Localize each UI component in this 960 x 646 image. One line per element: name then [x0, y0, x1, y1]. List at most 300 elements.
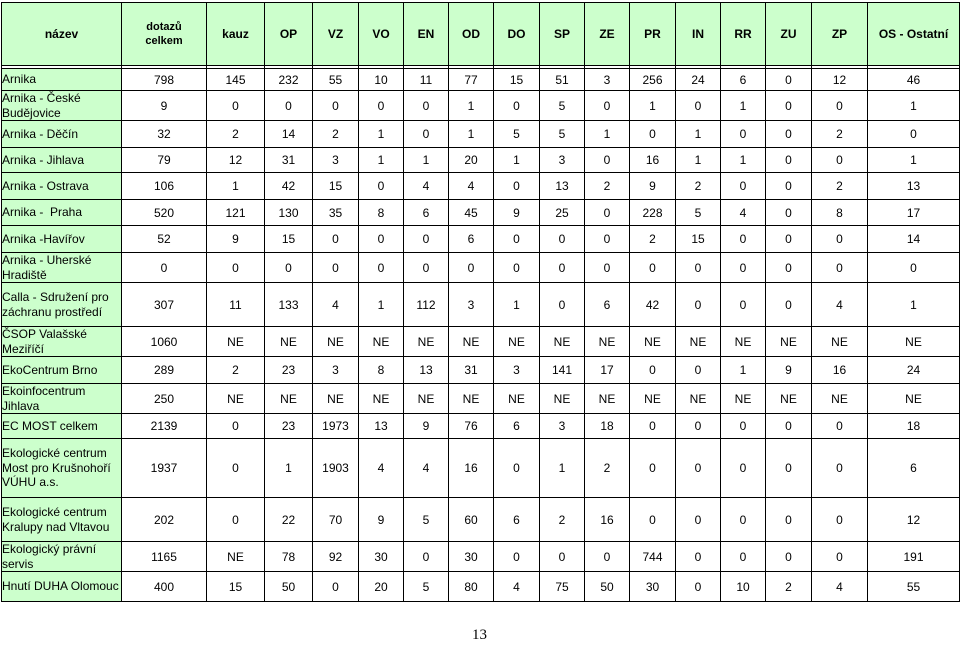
value-cell: 0	[207, 253, 265, 283]
column-header	[812, 3, 868, 66]
value-cell: 0	[721, 253, 766, 283]
value-cell: NE	[585, 327, 630, 357]
value-cell: 24	[868, 357, 960, 384]
value-cell: 0	[766, 148, 812, 173]
column-header	[766, 3, 812, 66]
value-cell: 1	[630, 91, 676, 121]
column-header	[676, 3, 721, 66]
value-cell: 12	[868, 498, 960, 542]
value-cell: 0	[676, 439, 721, 498]
value-cell: 55	[313, 69, 359, 91]
column-header-label: OS - Ostatní	[878, 26, 949, 41]
value-cell: 0	[207, 498, 265, 542]
value-cell: 0	[812, 542, 868, 572]
value-cell: 9	[404, 414, 449, 439]
organization-name-cell: Arnika - Ostrava	[2, 173, 122, 200]
column-header-label: PR	[644, 26, 661, 41]
value-cell: 1	[868, 148, 960, 173]
value-cell: 16	[449, 439, 494, 498]
organization-name-cell: EC MOST celkem	[2, 414, 122, 439]
value-cell: 2	[766, 572, 812, 602]
organization-name-cell: Ekoinfocentrum Jihlava	[2, 384, 122, 414]
value-cell: 0	[721, 283, 766, 327]
organization-name-cell: ČSOP Valašské Meziříčí	[2, 327, 122, 357]
value-cell: 20	[449, 148, 494, 173]
value-cell: 76	[449, 414, 494, 439]
value-cell: 2	[676, 173, 721, 200]
value-cell: 1937	[122, 439, 207, 498]
value-cell: 0	[359, 173, 404, 200]
value-cell: 0	[676, 283, 721, 327]
value-cell: NE	[630, 327, 676, 357]
value-cell: 744	[630, 542, 676, 572]
value-cell: NE	[868, 327, 960, 357]
table-row	[2, 439, 960, 498]
value-cell: 6	[494, 414, 540, 439]
value-cell: 1903	[313, 439, 359, 498]
organization-name-cell: Ekologické centrum Kralupy nad Vltavou	[2, 498, 122, 542]
value-cell: 0	[313, 253, 359, 283]
value-cell: 16	[630, 148, 676, 173]
value-cell: 0	[449, 253, 494, 283]
value-cell: 106	[122, 173, 207, 200]
value-cell: 0	[721, 414, 766, 439]
value-cell: 9	[122, 91, 207, 121]
value-cell: 1	[540, 439, 585, 498]
organization-name-cell: EkoCentrum Brno	[2, 357, 122, 384]
column-header-label: dotazů celkem	[145, 21, 183, 47]
value-cell: 0	[207, 439, 265, 498]
value-cell: 2	[812, 121, 868, 148]
value-cell: 23	[265, 414, 313, 439]
value-cell: 4	[812, 572, 868, 602]
column-header	[404, 3, 449, 66]
value-cell: 52	[122, 226, 207, 253]
value-cell: 60	[449, 498, 494, 542]
value-cell: 6	[585, 283, 630, 327]
value-cell: 45	[449, 200, 494, 226]
value-cell: 9	[630, 173, 676, 200]
value-cell: NE	[585, 384, 630, 414]
value-cell: 1	[494, 148, 540, 173]
value-cell: NE	[676, 327, 721, 357]
organization-name-cell: Calla - Sdružení pro záchranu prostředí	[2, 283, 122, 327]
value-cell: 1	[359, 148, 404, 173]
value-cell: 9	[359, 498, 404, 542]
value-cell: 25	[540, 200, 585, 226]
value-cell: 0	[313, 91, 359, 121]
value-cell: NE	[868, 384, 960, 414]
value-cell: 80	[449, 572, 494, 602]
value-cell: 0	[585, 226, 630, 253]
value-cell: NE	[540, 327, 585, 357]
value-cell: 11	[207, 283, 265, 327]
value-cell: 0	[630, 357, 676, 384]
value-cell: NE	[404, 384, 449, 414]
value-cell: 8	[359, 200, 404, 226]
value-cell: 16	[812, 357, 868, 384]
value-cell: 0	[721, 173, 766, 200]
value-cell: 0	[766, 542, 812, 572]
column-header-label: VO	[372, 26, 390, 41]
value-cell: 17	[585, 357, 630, 384]
value-cell: 13	[404, 357, 449, 384]
value-cell: 0	[676, 91, 721, 121]
value-cell: 2	[540, 498, 585, 542]
value-cell: 5	[404, 498, 449, 542]
value-cell: 0	[494, 226, 540, 253]
value-cell: 4	[494, 572, 540, 602]
value-cell: 0	[359, 226, 404, 253]
value-cell: 0	[766, 200, 812, 226]
value-cell: 79	[122, 148, 207, 173]
value-cell: 0	[494, 173, 540, 200]
value-cell: 15	[676, 226, 721, 253]
value-cell: NE	[207, 327, 265, 357]
value-cell: 77	[449, 69, 494, 91]
value-cell: 0	[766, 173, 812, 200]
value-cell: 55	[868, 572, 960, 602]
table-row	[2, 200, 960, 226]
value-cell: 4	[404, 439, 449, 498]
column-header-label: SP	[553, 26, 570, 41]
value-cell: NE	[766, 327, 812, 357]
value-cell: 0	[766, 439, 812, 498]
value-cell: 0	[359, 91, 404, 121]
value-cell: 4	[812, 283, 868, 327]
value-cell: 0	[494, 91, 540, 121]
organization-name-cell: Arnika	[2, 69, 122, 91]
value-cell: 0	[585, 542, 630, 572]
value-cell: 42	[630, 283, 676, 327]
value-cell: 0	[812, 226, 868, 253]
value-cell: 5	[494, 121, 540, 148]
value-cell: 1	[265, 439, 313, 498]
value-cell: 3	[540, 414, 585, 439]
value-cell: 3	[540, 148, 585, 173]
value-cell: 14	[868, 226, 960, 253]
column-header	[122, 3, 207, 66]
value-cell: 16	[585, 498, 630, 542]
value-cell: 232	[265, 69, 313, 91]
column-header-label: IN	[692, 26, 704, 41]
value-cell: 1	[868, 91, 960, 121]
value-cell: 0	[122, 253, 207, 283]
value-cell: 2139	[122, 414, 207, 439]
value-cell: 32	[122, 121, 207, 148]
value-cell: 17	[868, 200, 960, 226]
value-cell: 256	[630, 69, 676, 91]
value-cell: 0	[676, 253, 721, 283]
value-cell: 0	[766, 91, 812, 121]
value-cell: 1	[868, 283, 960, 327]
value-cell: NE	[766, 384, 812, 414]
value-cell: 2	[630, 226, 676, 253]
value-cell: 18	[585, 414, 630, 439]
value-cell: 133	[265, 283, 313, 327]
organization-name-cell: Arnika - Uherské Hradiště	[2, 253, 122, 283]
value-cell: 4	[721, 200, 766, 226]
value-cell: NE	[449, 384, 494, 414]
column-header-label: kauz	[222, 26, 249, 41]
value-cell: 0	[207, 414, 265, 439]
value-cell: 2	[585, 439, 630, 498]
value-cell: 3	[494, 357, 540, 384]
column-header-label: VZ	[327, 26, 344, 41]
value-cell: 0	[540, 542, 585, 572]
value-cell: 0	[404, 121, 449, 148]
value-cell: NE	[359, 384, 404, 414]
value-cell: 13	[359, 414, 404, 439]
value-cell: 8	[812, 200, 868, 226]
value-cell: 6	[404, 200, 449, 226]
value-cell: 6	[721, 69, 766, 91]
value-cell: 0	[404, 226, 449, 253]
organization-name-cell: Ekologické centrum Most pro Krušnohoří VÚHU a.s.	[2, 439, 122, 498]
header-row	[2, 3, 960, 66]
column-header-label: ZU	[780, 26, 797, 41]
value-cell: 9	[494, 200, 540, 226]
column-header-label: EN	[417, 26, 435, 41]
table-row	[2, 148, 960, 173]
value-cell: 4	[359, 439, 404, 498]
column-header	[265, 3, 313, 66]
value-cell: 5	[540, 91, 585, 121]
value-cell: 75	[540, 572, 585, 602]
table-row	[2, 357, 960, 384]
value-cell: 70	[313, 498, 359, 542]
column-header	[494, 3, 540, 66]
column-header-label: DO	[507, 26, 526, 41]
value-cell: 0	[359, 253, 404, 283]
value-cell: 1	[676, 121, 721, 148]
value-cell: 2	[207, 121, 265, 148]
value-cell: 1	[721, 357, 766, 384]
value-cell: NE	[404, 327, 449, 357]
value-cell: 3	[313, 357, 359, 384]
value-cell: 0	[721, 226, 766, 253]
value-cell: 0	[766, 69, 812, 91]
value-cell: 1	[207, 173, 265, 200]
column-header-label: OD	[462, 26, 480, 41]
value-cell: 1	[494, 283, 540, 327]
value-cell: 0	[812, 414, 868, 439]
value-cell: 0	[676, 414, 721, 439]
value-cell: 0	[494, 542, 540, 572]
value-cell: 1165	[122, 542, 207, 572]
column-header	[868, 3, 960, 66]
value-cell: 0	[766, 414, 812, 439]
value-cell: NE	[721, 327, 766, 357]
column-header	[2, 3, 122, 66]
value-cell: 0	[676, 542, 721, 572]
value-cell: NE	[313, 327, 359, 357]
value-cell: NE	[207, 384, 265, 414]
value-cell: 9	[207, 226, 265, 253]
value-cell: 400	[122, 572, 207, 602]
value-cell: 5	[404, 572, 449, 602]
value-cell: 0	[585, 148, 630, 173]
table-row	[2, 572, 960, 602]
value-cell: 2	[207, 357, 265, 384]
value-cell: 0	[630, 498, 676, 542]
column-header	[313, 3, 359, 66]
value-cell: 520	[122, 200, 207, 226]
value-cell: 0	[676, 498, 721, 542]
value-cell: 3	[449, 283, 494, 327]
table-row	[2, 173, 960, 200]
value-cell: 0	[494, 439, 540, 498]
value-cell: 1	[721, 148, 766, 173]
value-cell: 14	[265, 121, 313, 148]
value-cell: 10	[721, 572, 766, 602]
column-header	[449, 3, 494, 66]
value-cell: 13	[540, 173, 585, 200]
value-cell: NE	[812, 327, 868, 357]
value-cell: 1	[721, 91, 766, 121]
table-row	[2, 283, 960, 327]
value-cell: 35	[313, 200, 359, 226]
table-row	[2, 91, 960, 121]
value-cell: 0	[812, 498, 868, 542]
value-cell: 0	[585, 253, 630, 283]
value-cell: NE	[207, 542, 265, 572]
column-header-label: RR	[734, 26, 752, 41]
value-cell: 0	[721, 542, 766, 572]
organization-name-cell: Arnika - České Budějovice	[2, 91, 122, 121]
value-cell: 30	[359, 542, 404, 572]
value-cell: 20	[359, 572, 404, 602]
value-cell: 0	[868, 253, 960, 283]
value-cell: 0	[812, 439, 868, 498]
table-row	[2, 327, 960, 357]
value-cell: 0	[265, 253, 313, 283]
value-cell: NE	[721, 384, 766, 414]
value-cell: 0	[630, 414, 676, 439]
value-cell: 0	[540, 283, 585, 327]
table-body	[2, 66, 960, 602]
column-header	[207, 3, 265, 66]
value-cell: 15	[265, 226, 313, 253]
value-cell: 2	[313, 121, 359, 148]
value-cell: 50	[585, 572, 630, 602]
value-cell: 50	[265, 572, 313, 602]
value-cell: 3	[313, 148, 359, 173]
value-cell: 0	[721, 121, 766, 148]
table-row	[2, 414, 960, 439]
value-cell: 18	[868, 414, 960, 439]
value-cell: 23	[265, 357, 313, 384]
value-cell: 191	[868, 542, 960, 572]
value-cell: 22	[265, 498, 313, 542]
value-cell: 15	[207, 572, 265, 602]
value-cell: 4	[313, 283, 359, 327]
value-cell: NE	[630, 384, 676, 414]
value-cell: 0	[766, 283, 812, 327]
value-cell: 0	[540, 253, 585, 283]
value-cell: 13	[868, 173, 960, 200]
value-cell: 30	[630, 572, 676, 602]
value-cell: 0	[404, 253, 449, 283]
value-cell: 0	[313, 572, 359, 602]
value-cell: 0	[630, 121, 676, 148]
value-cell: 1	[359, 283, 404, 327]
value-cell: 10	[359, 69, 404, 91]
value-cell: 31	[265, 148, 313, 173]
table-row	[2, 226, 960, 253]
value-cell: 12	[812, 69, 868, 91]
value-cell: NE	[494, 327, 540, 357]
value-cell: 0	[265, 91, 313, 121]
value-cell: 0	[868, 121, 960, 148]
value-cell: 78	[265, 542, 313, 572]
value-cell: 289	[122, 357, 207, 384]
table-row	[2, 384, 960, 414]
value-cell: 51	[540, 69, 585, 91]
value-cell: 0	[766, 253, 812, 283]
value-cell: 798	[122, 69, 207, 91]
value-cell: 0	[585, 91, 630, 121]
table-row	[2, 69, 960, 91]
value-cell: 0	[494, 253, 540, 283]
value-cell: 0	[812, 91, 868, 121]
value-cell: NE	[359, 327, 404, 357]
value-cell: 30	[449, 542, 494, 572]
column-header-label: ZE	[599, 26, 615, 41]
value-cell: 1	[449, 121, 494, 148]
value-cell: 202	[122, 498, 207, 542]
value-cell: NE	[449, 327, 494, 357]
value-cell: 0	[676, 357, 721, 384]
value-cell: 5	[540, 121, 585, 148]
column-header-label: OP	[279, 26, 298, 41]
value-cell: NE	[265, 327, 313, 357]
value-cell: 31	[449, 357, 494, 384]
value-cell: 145	[207, 69, 265, 91]
value-cell: 42	[265, 173, 313, 200]
value-cell: NE	[494, 384, 540, 414]
page-number: 13	[472, 627, 487, 643]
value-cell: 6	[449, 226, 494, 253]
value-cell: 0	[766, 498, 812, 542]
column-header-label: ZP	[831, 26, 848, 41]
value-cell: NE	[313, 384, 359, 414]
value-cell: 1060	[122, 327, 207, 357]
value-cell: 6	[494, 498, 540, 542]
table-row	[2, 121, 960, 148]
value-cell: 11	[404, 69, 449, 91]
value-cell: 0	[540, 226, 585, 253]
column-header-label: název	[44, 26, 79, 41]
column-header	[630, 3, 676, 66]
organization-name-cell: Ekologický právní servis	[2, 542, 122, 572]
value-cell: NE	[812, 384, 868, 414]
organization-name-cell: Arnika - Praha	[2, 200, 122, 226]
value-cell: 0	[812, 148, 868, 173]
value-cell: 15	[494, 69, 540, 91]
value-cell: 46	[868, 69, 960, 91]
organization-name-cell: Arnika -Havířov	[2, 226, 122, 253]
value-cell: NE	[265, 384, 313, 414]
table-row	[2, 542, 960, 572]
value-cell: 0	[812, 253, 868, 283]
value-cell: 15	[313, 173, 359, 200]
value-cell: 5	[676, 200, 721, 226]
value-cell: 1	[359, 121, 404, 148]
statistics-table	[1, 2, 960, 602]
value-cell: 6	[868, 439, 960, 498]
value-cell: 307	[122, 283, 207, 327]
